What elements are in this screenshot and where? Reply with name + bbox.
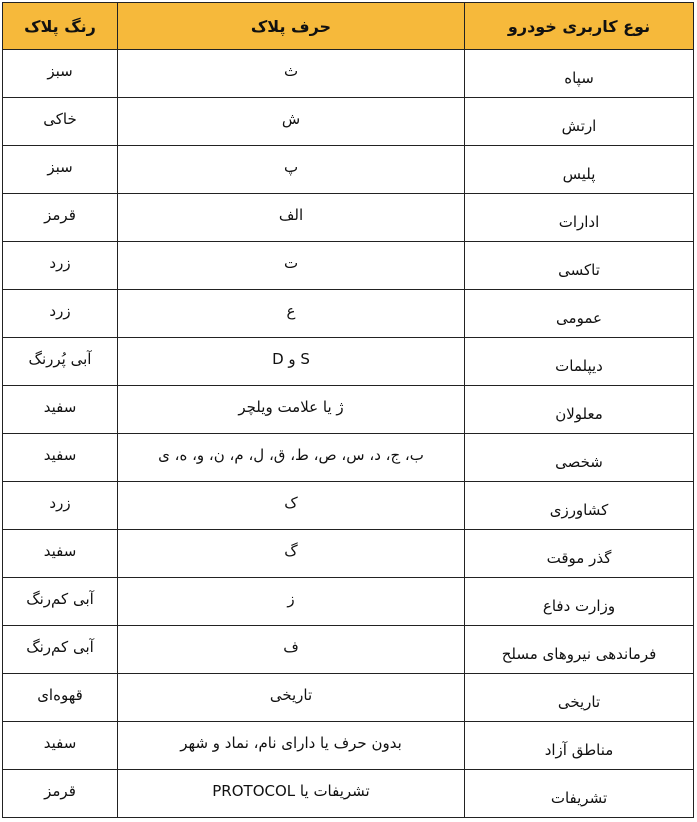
color-cell: سبز xyxy=(3,50,118,98)
letter-cell: ش xyxy=(118,98,465,146)
color-cell: آبی کم‌رنگ xyxy=(3,578,118,626)
color-cell: خاکی xyxy=(3,98,118,146)
color-cell: قرمز xyxy=(3,770,118,818)
table-row xyxy=(3,290,694,338)
table-header xyxy=(3,3,694,50)
table-row xyxy=(3,626,694,674)
letter-cell: ک xyxy=(118,482,465,530)
letter-cell: ژ یا علامت ویلچر xyxy=(118,386,465,434)
usage-cell: عمومی xyxy=(465,290,694,338)
color-cell: سفید xyxy=(3,722,118,770)
letter-cell: گ xyxy=(118,530,465,578)
usage-cell: تاکسی xyxy=(465,242,694,290)
header-row xyxy=(3,3,694,50)
letter-cell: ع xyxy=(118,290,465,338)
table-row xyxy=(3,578,694,626)
letter-cell: تشریفات یا PROTOCOL xyxy=(118,770,465,818)
table-row xyxy=(3,482,694,530)
table-row xyxy=(3,770,694,818)
usage-cell: کشاورزی xyxy=(465,482,694,530)
table-row xyxy=(3,194,694,242)
usage-cell: گذر موقت xyxy=(465,530,694,578)
letter-cell: ب، ج، د، س، ص، ط، ق، ل، م، ن، و، ه، ی xyxy=(118,434,465,482)
usage-cell: شخصی xyxy=(465,434,694,482)
usage-cell: دیپلمات xyxy=(465,338,694,386)
table-row xyxy=(3,434,694,482)
usage-cell: وزارت دفاع xyxy=(465,578,694,626)
usage-cell: تشریفات xyxy=(465,770,694,818)
table-row xyxy=(3,722,694,770)
letter-cell: پ xyxy=(118,146,465,194)
header-color: رنگ پلاک xyxy=(3,3,118,50)
color-cell: آبی پُررنگ xyxy=(3,338,118,386)
color-cell: سفید xyxy=(3,530,118,578)
table-row xyxy=(3,674,694,722)
plate-table xyxy=(2,2,694,818)
usage-cell: ارتش xyxy=(465,98,694,146)
table-row xyxy=(3,338,694,386)
letter-cell: ز xyxy=(118,578,465,626)
letter-cell: تاریخی xyxy=(118,674,465,722)
color-cell: سبز xyxy=(3,146,118,194)
letter-cell: ت xyxy=(118,242,465,290)
letter-cell: بدون حرف یا دارای نام، نماد و شهر xyxy=(118,722,465,770)
color-cell: سفید xyxy=(3,386,118,434)
usage-cell: تاریخی xyxy=(465,674,694,722)
table-row xyxy=(3,386,694,434)
table-row xyxy=(3,146,694,194)
header-usage: نوع کاربری خودرو xyxy=(465,3,694,50)
letter-cell: الف xyxy=(118,194,465,242)
table-row xyxy=(3,50,694,98)
usage-cell: ادارات xyxy=(465,194,694,242)
color-cell: زرد xyxy=(3,482,118,530)
usage-cell: فرماندهی نیروهای مسلح xyxy=(465,626,694,674)
color-cell: زرد xyxy=(3,242,118,290)
usage-cell: پلیس xyxy=(465,146,694,194)
usage-cell: مناطق آزاد xyxy=(465,722,694,770)
table-row xyxy=(3,242,694,290)
color-cell: سفید xyxy=(3,434,118,482)
color-cell: قهوه‌ای xyxy=(3,674,118,722)
usage-cell: سپاه xyxy=(465,50,694,98)
table-row xyxy=(3,530,694,578)
table-body xyxy=(3,50,694,818)
color-cell: قرمز xyxy=(3,194,118,242)
letter-cell: ف xyxy=(118,626,465,674)
header-letter: حرف پلاک xyxy=(118,3,465,50)
letter-cell: S و D xyxy=(118,338,465,386)
color-cell: آبی کم‌رنگ xyxy=(3,626,118,674)
usage-cell: معلولان xyxy=(465,386,694,434)
letter-cell: ث xyxy=(118,50,465,98)
color-cell: زرد xyxy=(3,290,118,338)
table-row xyxy=(3,98,694,146)
